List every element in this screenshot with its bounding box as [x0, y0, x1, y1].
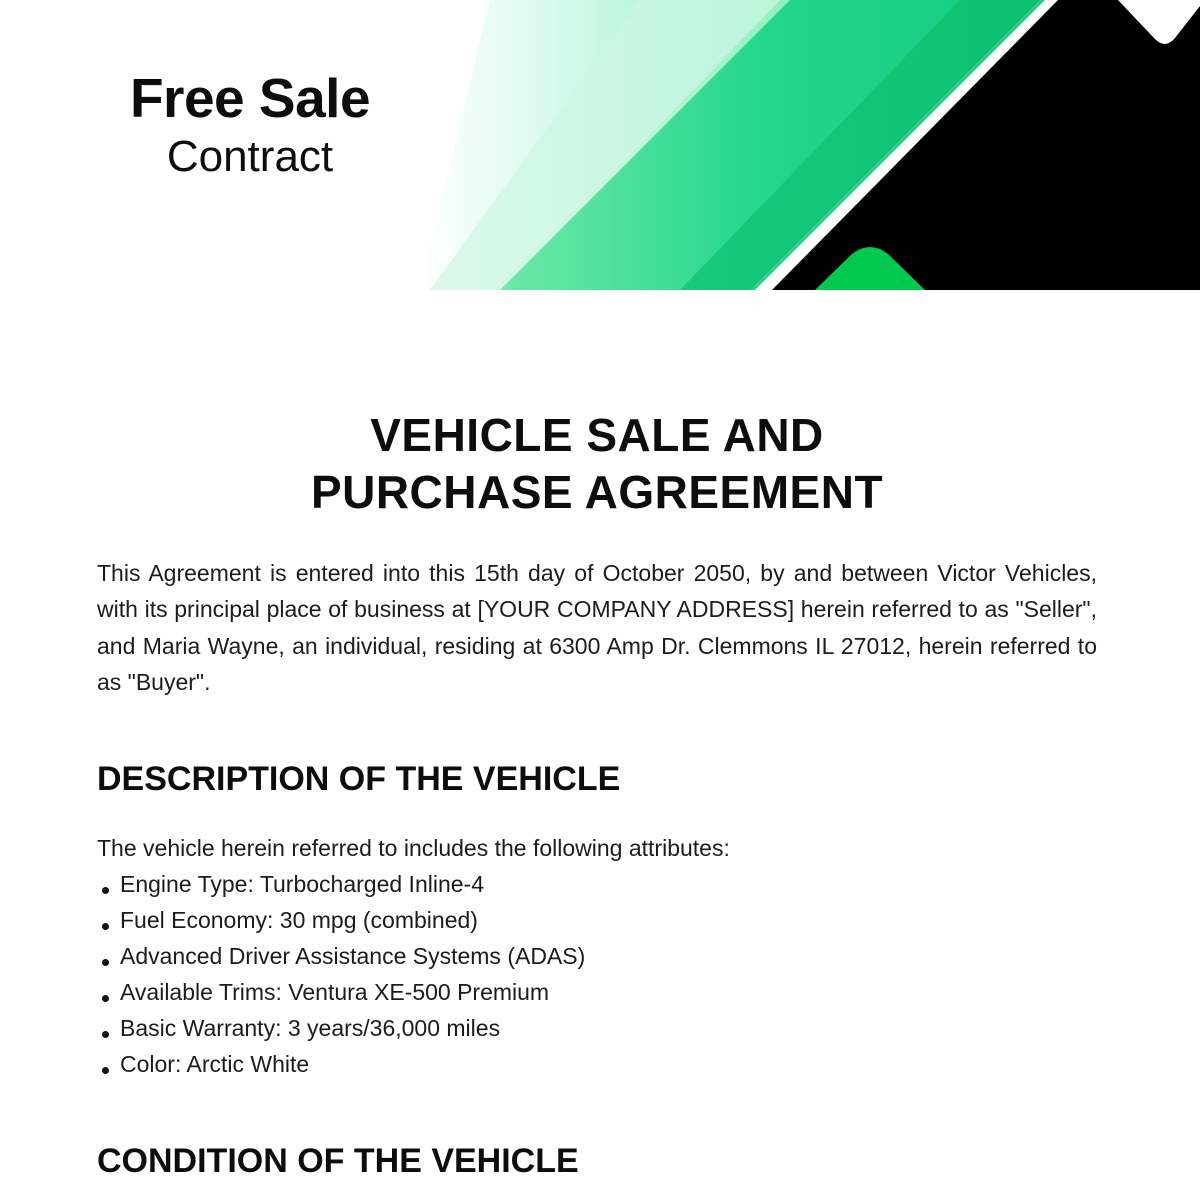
- list-item: [97, 974, 1097, 1010]
- brand-title-line1: Free Sale: [129, 67, 371, 129]
- header-banner: [0, 0, 1200, 290]
- description-section: [97, 758, 1097, 1082]
- bullet-icon: [102, 887, 109, 894]
- list-item: [97, 1010, 1097, 1046]
- brand-title-line2: Contract: [166, 132, 334, 181]
- bullet-icon: [102, 1031, 109, 1038]
- description-heading: DESCRIPTION OF THE VEHICLE: [97, 760, 621, 799]
- attribute-text: Advanced Driver Assistance Systems (ADAS): [120, 943, 586, 970]
- attribute-list: [97, 866, 1097, 1082]
- brand-title: [100, 66, 400, 184]
- bullet-icon: [102, 1067, 109, 1074]
- list-item: [97, 938, 1097, 974]
- list-item: [97, 866, 1097, 902]
- agreement-document: [97, 407, 1097, 1182]
- agreement-title-line2: PURCHASE AGREEMENT: [310, 466, 884, 518]
- attribute-text: Color: Arctic White: [120, 1051, 310, 1078]
- attribute-text: Engine Type: Turbocharged Inline-4: [120, 871, 484, 898]
- intro-paragraph: This Agreement is entered into this 15th day of October 2050, by and between Victor Vehicles, with its principal place of business at [YOUR COMPANY ADDRESS] herein referred to as "Seller", and Maria Wayne, an individual, residing at 6300 Amp Dr. Clemmons IL 27012, herein referred to as "Buyer".: [97, 560, 1097, 695]
- condition-section: [97, 1140, 1097, 1182]
- description-lead: The vehicle herein referred to includes the following attributes:: [97, 835, 730, 862]
- list-item: [97, 1046, 1097, 1082]
- bullet-icon: [102, 995, 109, 1002]
- attribute-text: Basic Warranty: 3 years/36,000 miles: [120, 1015, 501, 1042]
- agreement-title-line1: VEHICLE SALE AND: [370, 409, 824, 461]
- attribute-text: Available Trims: Ventura XE-500 Premium: [120, 979, 550, 1006]
- list-item: [97, 902, 1097, 938]
- bullet-icon: [102, 923, 109, 930]
- condition-heading: CONDITION OF THE VEHICLE: [97, 1142, 579, 1181]
- attribute-text: Fuel Economy: 30 mpg (combined): [120, 907, 478, 934]
- bullet-icon: [102, 959, 109, 966]
- agreement-title: [97, 407, 1097, 521]
